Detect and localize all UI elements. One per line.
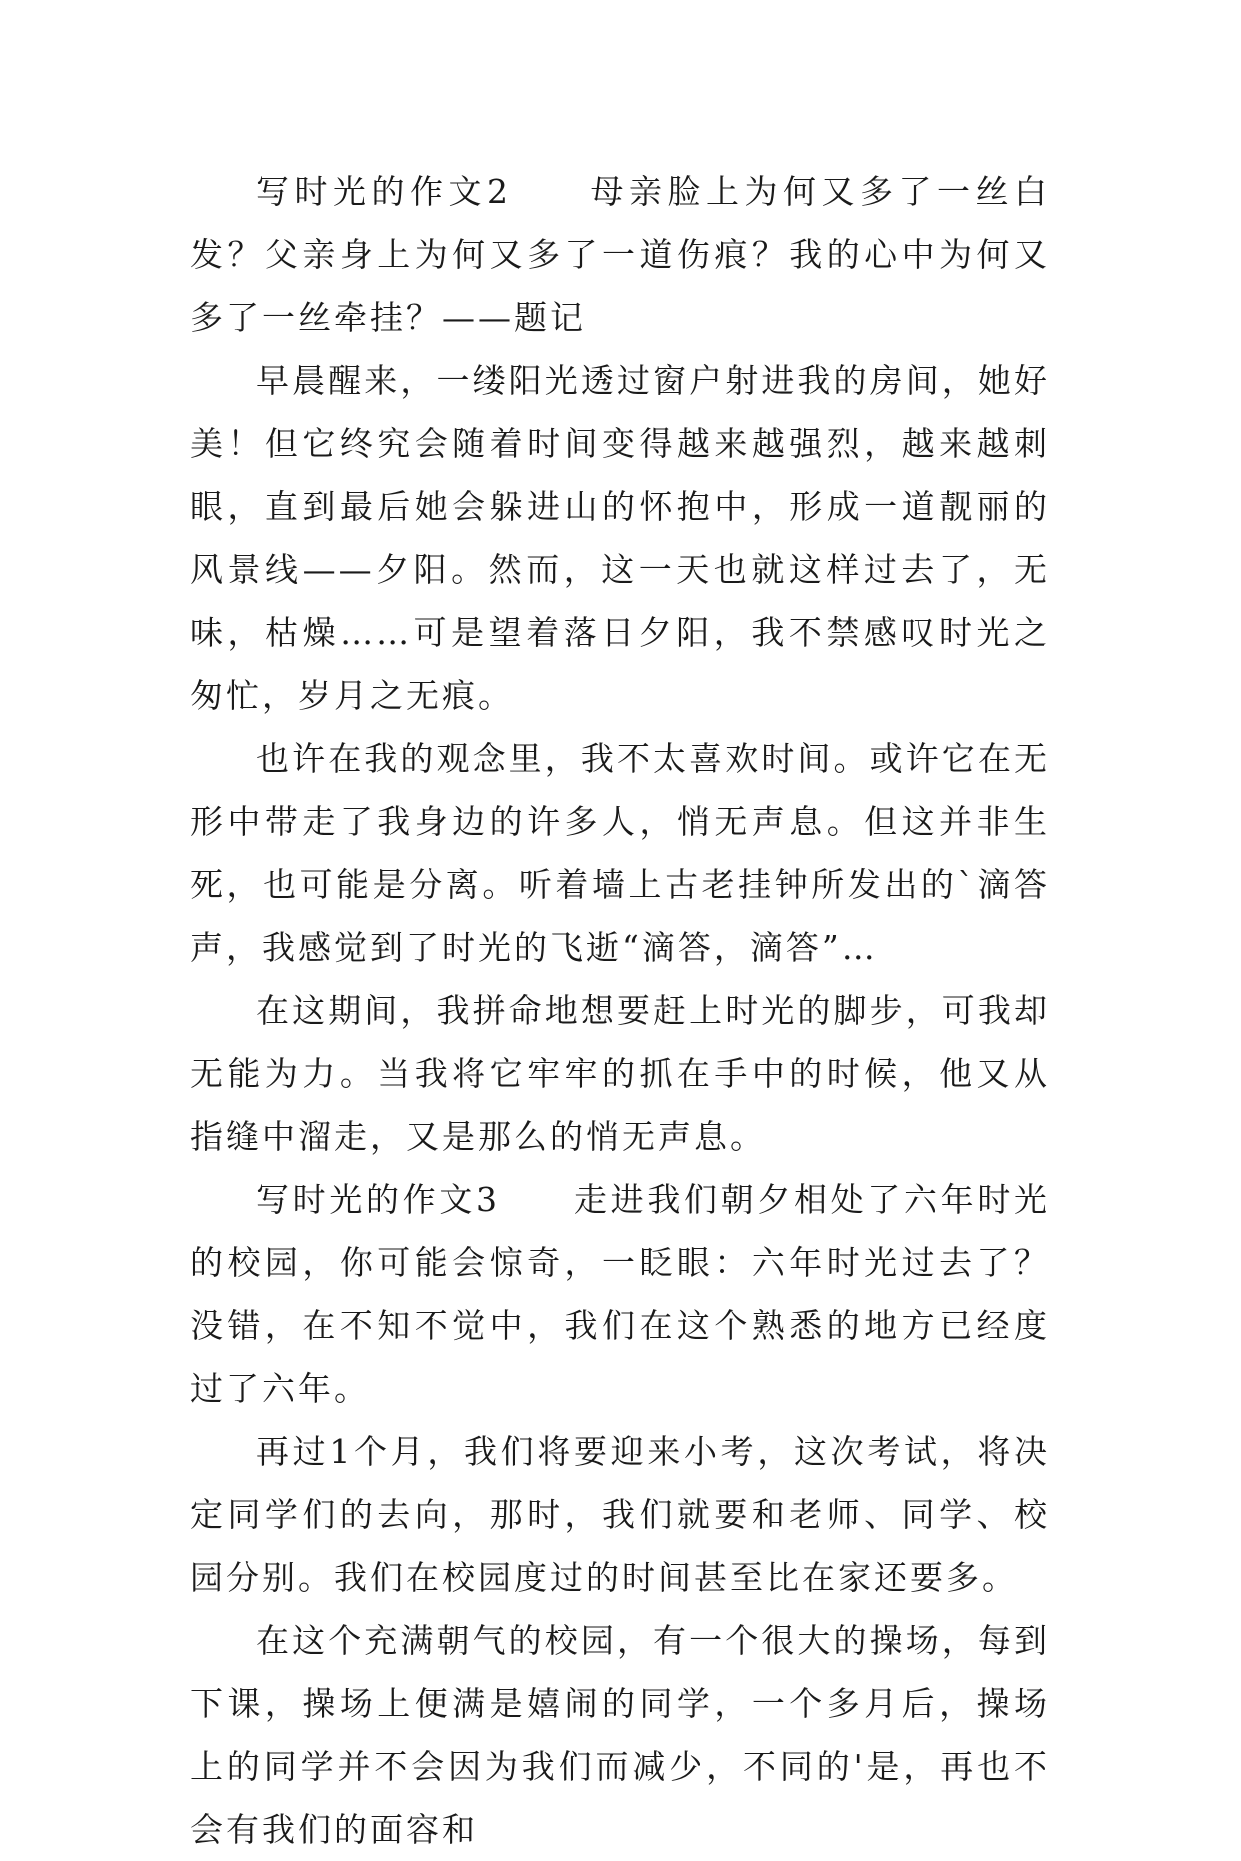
document-body xyxy=(190,160,1050,1861)
paragraph: 写时光的作文2 母亲脸上为何又多了一丝白发？父亲身上为何又多了一道伤痕？我的心中为何又多了一丝牵挂？——题记 xyxy=(190,172,1050,337)
paragraph: 在这个充满朝气的校园，有一个很大的操场，每到下课，操场上便满是嬉闹的同学，一个多月后，操场上的同学并不会因为我们而减少，不同的'是，再也不会有我们的面容和 xyxy=(190,1621,1050,1849)
paragraph: 在这期间，我拼命地想要赶上时光的脚步，可我却无能为力。当我将它牢牢的抓在手中的时候，他又从指缝中溜走，又是那么的悄无声息。 xyxy=(190,991,1050,1156)
paragraph: 写时光的作文3 走进我们朝夕相处了六年时光的校园，你可能会惊奇，一眨眼：六年时光过去了？没错，在不知不觉中，我们在这个熟悉的地方已经度过了六年。 xyxy=(190,1180,1050,1408)
paragraph: 也许在我的观念里，我不太喜欢时间。或许它在无形中带走了我身边的许多人，悄无声息。但这并非生死，也可能是分离。听着墙上古老挂钟所发出的`滴答声，我感觉到了时光的飞逝“滴答，滴答”… xyxy=(190,739,1050,967)
paragraph: 再过1个月，我们将要迎来小考，这次考试，将决定同学们的去向，那时，我们就要和老师、同学、校园分别。我们在校园度过的时间甚至比在家还要多。 xyxy=(190,1432,1050,1597)
paragraph: 早晨醒来，一缕阳光透过窗户射进我的房间，她好美！但它终究会随着时间变得越来越强烈，越来越刺眼，直到最后她会躲进山的怀抱中，形成一道靓丽的风景线——夕阳。然而，这一天也就这样过去了，无味，枯燥……可是望着落日夕阳，我不禁感叹时光之匆忙，岁月之无痕。 xyxy=(190,361,1050,715)
